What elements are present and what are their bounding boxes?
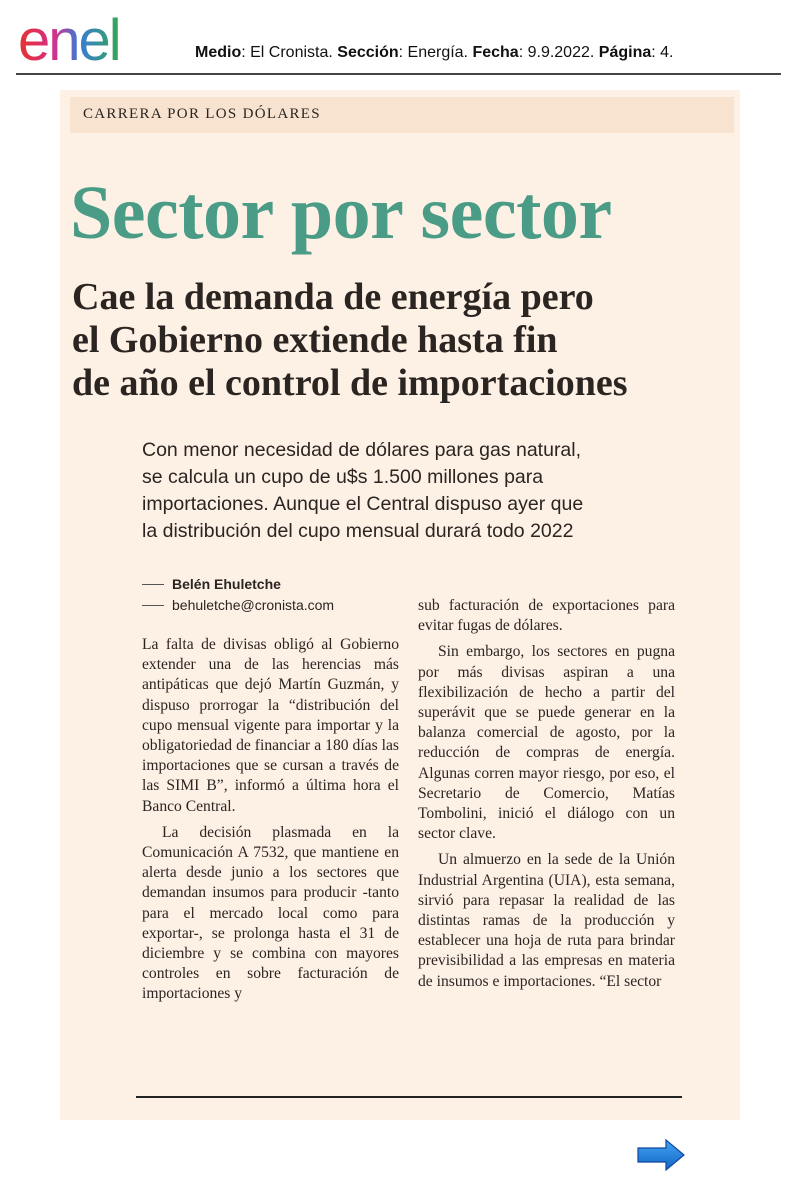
article-headline [72,276,742,405]
body-column-2 [418,596,675,992]
headline-line: el Gobierno extiende hasta fin [72,319,558,361]
arrow-right-icon[interactable] [636,1138,686,1172]
enel-logo [18,10,168,66]
article-kicker: CARRERA POR LOS DÓLARES [83,106,321,122]
logo-text: enel [18,10,120,66]
lead-line: se calcula un cupo de u$s 1.500 millones para [142,466,544,488]
byline [142,574,334,616]
lead-line: importaciones. Aunque el Central dispuso ayer que [142,493,584,515]
body-paragraph: La decisión plasmada en la Comunicación A 7532, que mantiene en alerta desde junio a los sectores que demandan insumos para producir -tanto para el mercado local como para exportar-, se prolonga hasta el 31 de diciembre y se combina con mayores controles en sobre facturación de importaciones y [142,823,399,1003]
author-name: Belén Ehuletche [172,576,281,592]
headline-line: de año el control de importaciones [72,362,628,404]
body-paragraph: La falta de divisas obligó al Gobierno extender una de las herencias más antipáticas que dejó Martín Guzmán, y dispuso prorrogar la “distribución del cupo mensual vigente para importar y la obligatoriedad de financiar a 180 días las importaciones que se cursan a través de las SIMI B”, informó a última hora el Banco Central. [142,636,399,815]
article-lead [142,437,702,545]
header-divider [16,73,781,75]
lead-line: Con menor necesidad de dólares para gas natural, [142,439,582,461]
body-paragraph: sub facturación de exportaciones para evitar fugas de dólares. [418,597,675,635]
body-column-1 [142,635,399,1005]
headline-line: Cae la demanda de energía pero [72,276,594,318]
source-metadata: Medio: El Cronista. Sección: Energía. Fecha: 9.9.2022. Página: 4. [195,44,674,61]
article-title: Sector por sector [70,171,612,255]
lead-line: la distribución del cupo mensual durará todo 2022 [142,520,574,542]
author-email: behuletche@cronista.com [172,597,335,613]
article-bottom-rule [136,1096,682,1098]
body-paragraph: Un almuerzo en la sede de la Unión Industrial Argentina (UIA), esta semana, sirvió para repasar la realidad de las distintas ramas de la producción y establecer una hoja de ruta para brindar previsibilidad a las empresas en materia de insumos e importaciones. “El sector [418,851,675,990]
body-paragraph: Sin embargo, los sectores en pugna por más divisas aspiran a una flexibilización de hecho a partir del superávit que se puede generar en la balanza comercial de agosto, por la reducción de compras de energía. Algunas corren mayor riesgo, por eso, el Secretario de Comercio, Matías Tombolini, inició el diálogo con un sector clave. [418,643,675,843]
